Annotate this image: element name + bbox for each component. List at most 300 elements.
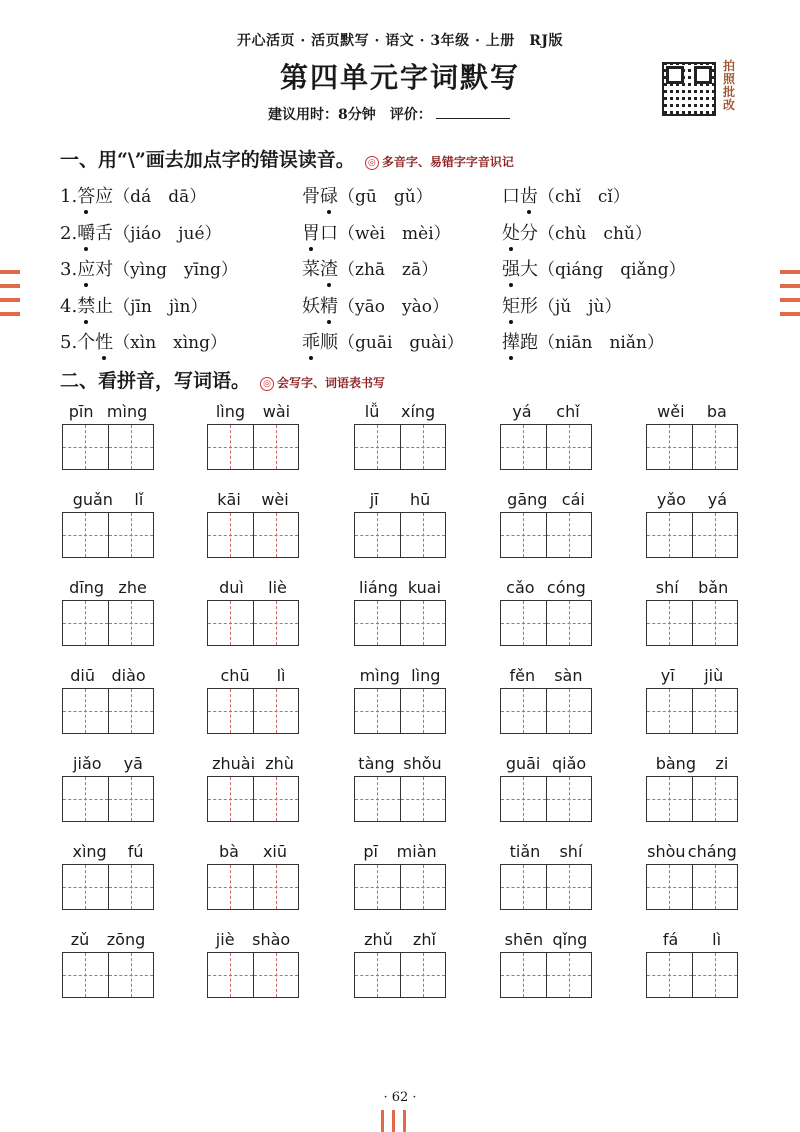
question-word (502, 219, 538, 245)
question-word (302, 219, 338, 245)
pinyin-options[interactable]: （chù chǔ） (538, 223, 652, 244)
question-item (60, 292, 208, 318)
pinyin-syllable: dīng (69, 578, 105, 597)
pinyin-label (354, 666, 446, 688)
writing-boxes (500, 952, 592, 998)
pinyin-syllable: mìng (106, 402, 148, 421)
question-number: 4. (60, 295, 78, 317)
pinyin-syllable: kāi (217, 490, 241, 509)
writing-box[interactable] (693, 513, 738, 557)
question-word-text: 强大 (502, 259, 538, 280)
question-word-text: 答应 (77, 186, 114, 207)
pinyin-options[interactable]: （dá dā） (113, 187, 207, 207)
pinyin-options[interactable]: （zhā zā） (338, 260, 439, 280)
section2-title (60, 366, 385, 393)
writing-box[interactable] (693, 865, 738, 909)
writing-box[interactable] (355, 601, 401, 645)
page-number: · 62 · (383, 1090, 417, 1105)
footer-decoration (381, 1110, 406, 1132)
pinyin-syllable: fěn (509, 666, 536, 685)
pinyin-syllable: chū (220, 666, 250, 685)
writing-box[interactable] (401, 513, 446, 557)
question-word-text: 矩形 (502, 295, 538, 317)
pinyin-syllable: duì (219, 578, 244, 597)
pinyin-label (207, 930, 299, 952)
writing-box[interactable] (401, 953, 446, 997)
writing-box[interactable] (547, 425, 592, 469)
writing-box[interactable] (109, 513, 154, 557)
question-item (502, 328, 664, 354)
evaluation-blank[interactable] (436, 104, 510, 119)
section1-heading: 一、用“\”画去加点字的错误读音。 (60, 149, 355, 171)
writing-item (354, 402, 446, 470)
pinyin-syllable: lìng (215, 402, 246, 421)
writing-boxes (646, 424, 738, 470)
pinyin-label (500, 754, 592, 776)
question-word (502, 182, 538, 208)
emphasis-dot (309, 356, 313, 360)
pinyin-syllable: cǎo (506, 578, 535, 597)
pinyin-options[interactable]: （jǔ jù） (538, 296, 622, 317)
question-item (302, 219, 451, 245)
pinyin-syllable: jiè (215, 930, 235, 949)
writing-boxes (500, 776, 592, 822)
pinyin-label (354, 402, 446, 424)
pinyin-syllable: hū (410, 490, 431, 509)
pinyin-options[interactable]: （xìn xìng） (113, 333, 228, 353)
target-icon: ◎ (260, 377, 274, 391)
writing-box[interactable] (547, 601, 592, 645)
header-series: 开心活页 · 活页默写 · 语文 · 3年级 · 上册 RJ版 (237, 33, 563, 49)
question-word (77, 328, 113, 354)
pinyin-label (62, 578, 154, 600)
writing-box[interactable] (547, 865, 592, 909)
pinyin-syllable: kuai (407, 578, 442, 597)
writing-box[interactable] (208, 513, 254, 557)
writing-item (646, 930, 738, 998)
writing-box[interactable] (355, 865, 401, 909)
pinyin-syllable: fú (127, 842, 144, 861)
pinyin-label (646, 666, 738, 688)
writing-box[interactable] (208, 953, 254, 997)
question-row (0, 255, 800, 287)
writing-box[interactable] (109, 425, 154, 469)
pinyin-syllable: liè (268, 578, 287, 597)
pinyin-syllable: shǒu (403, 754, 442, 773)
emphasis-dot (509, 247, 513, 251)
pinyin-syllable: diū (70, 666, 95, 685)
pinyin-syllable: bàng (655, 754, 696, 773)
pinyin-syllable: lì (712, 930, 722, 949)
pinyin-options[interactable]: （gū gǔ） (338, 187, 433, 207)
question-word-text: 乖顺 (302, 332, 338, 353)
writing-boxes (646, 952, 738, 998)
writing-item (500, 930, 592, 998)
pinyin-syllable: cháng (687, 842, 737, 861)
writing-item (207, 490, 299, 558)
pinyin-syllable: bà (218, 842, 239, 861)
writing-box[interactable] (254, 953, 299, 997)
writing-item (646, 402, 738, 470)
pinyin-syllable: zhe (118, 578, 147, 597)
emphasis-dot (327, 320, 331, 324)
question-word-text: 嚼舌 (77, 222, 114, 244)
writing-box[interactable] (501, 513, 547, 557)
section2-tag-text: 会写字、词语表书写 (277, 376, 386, 390)
pinyin-syllable: yǎo (656, 490, 686, 509)
pinyin-syllable: ba (706, 402, 727, 421)
emphasis-dot (527, 210, 531, 214)
writing-box[interactable] (693, 425, 738, 469)
pinyin-label (646, 490, 738, 512)
writing-boxes (207, 424, 299, 470)
writing-item (646, 490, 738, 558)
writing-boxes (62, 776, 154, 822)
writing-boxes (62, 424, 154, 470)
writing-box[interactable] (63, 953, 109, 997)
writing-boxes (500, 600, 592, 646)
writing-boxes (207, 864, 299, 910)
writing-item (354, 578, 446, 646)
question-item (302, 182, 433, 208)
pinyin-label (354, 578, 446, 600)
writing-box[interactable] (208, 425, 254, 469)
pinyin-options[interactable]: （yìng yīng） (113, 260, 238, 280)
page-title: 第四单元字词默写 (279, 61, 520, 94)
pinyin-label (500, 930, 592, 952)
writing-box[interactable] (547, 777, 592, 821)
writing-box[interactable] (647, 513, 693, 557)
writing-boxes (207, 600, 299, 646)
pinyin-syllable: zhuài (212, 754, 256, 773)
pinyin-syllable: tàng (358, 754, 395, 773)
question-item (502, 255, 686, 281)
pinyin-syllable: zǔ (70, 930, 90, 949)
writing-boxes (62, 600, 154, 646)
pinyin-label (207, 842, 299, 864)
writing-box[interactable] (401, 601, 446, 645)
writing-box[interactable] (208, 865, 254, 909)
question-word-text: 禁止 (77, 295, 114, 317)
pinyin-syllable: lìng (411, 666, 441, 685)
emphasis-dot (84, 320, 88, 324)
writing-box[interactable] (63, 777, 109, 821)
writing-boxes (500, 864, 592, 910)
question-word (502, 292, 538, 318)
writing-box[interactable] (109, 777, 154, 821)
question-number: 3. (60, 259, 78, 280)
writing-box[interactable] (647, 777, 693, 821)
writing-box[interactable] (401, 425, 446, 469)
question-word (77, 255, 113, 281)
writing-boxes (62, 688, 154, 734)
writing-boxes (646, 688, 738, 734)
writing-box[interactable] (355, 689, 401, 733)
writing-item (354, 754, 446, 822)
question-number: 2. (60, 222, 78, 244)
writing-boxes (207, 776, 299, 822)
writing-box[interactable] (501, 689, 547, 733)
pinyin-syllable: shí (559, 842, 583, 861)
pinyin-label (354, 490, 446, 512)
pinyin-label (500, 490, 592, 512)
writing-box[interactable] (109, 601, 154, 645)
pinyin-label (646, 402, 738, 424)
pinyin-syllable: tiǎn (509, 842, 541, 861)
pinyin-options[interactable]: （yāo yào） (338, 296, 449, 317)
pinyin-syllable: pīn (68, 402, 94, 421)
question-item (502, 219, 652, 245)
pinyin-label (62, 842, 154, 864)
question-item (502, 292, 621, 318)
writing-box[interactable] (63, 689, 109, 733)
section1-tag (365, 155, 514, 169)
pinyin-label (62, 490, 154, 512)
pinyin-syllable: qǐng (552, 930, 588, 949)
pinyin-syllable: jiù (704, 666, 724, 685)
pinyin-label (62, 930, 154, 952)
pinyin-syllable: qiǎo (551, 754, 587, 773)
pinyin-label (354, 754, 446, 776)
writing-box[interactable] (501, 601, 547, 645)
question-item (60, 182, 206, 208)
pinyin-label (207, 754, 299, 776)
writing-box[interactable] (254, 601, 299, 645)
question-item (302, 255, 438, 281)
writing-boxes (207, 952, 299, 998)
writing-box[interactable] (208, 601, 254, 645)
writing-box[interactable] (254, 777, 299, 821)
writing-box[interactable] (647, 953, 693, 997)
pinyin-syllable: zi (715, 754, 729, 773)
writing-box[interactable] (501, 425, 547, 469)
writing-boxes (354, 512, 446, 558)
writing-box[interactable] (401, 689, 446, 733)
writing-box[interactable] (647, 601, 693, 645)
pinyin-syllable: lì (276, 666, 286, 685)
pinyin-syllable: xìng (72, 842, 107, 861)
writing-item (62, 930, 154, 998)
pinyin-syllable: zhù (265, 754, 294, 773)
writing-box[interactable] (693, 601, 738, 645)
pinyin-options[interactable]: （jīn jìn） (113, 296, 208, 317)
writing-box[interactable] (254, 689, 299, 733)
writing-box[interactable] (501, 777, 547, 821)
writing-box[interactable] (547, 689, 592, 733)
time-label: 建议用时：8分钟 评价： (268, 107, 432, 123)
pinyin-options[interactable]: （chǐ cǐ） (538, 187, 630, 207)
pinyin-label (62, 402, 154, 424)
pinyin-syllable: wěi (657, 402, 685, 421)
pinyin-syllable: zhǐ (412, 930, 436, 949)
writing-boxes (646, 864, 738, 910)
writing-box[interactable] (647, 865, 693, 909)
emphasis-dot (84, 210, 88, 214)
writing-box[interactable] (401, 777, 446, 821)
pinyin-syllable: shí (655, 578, 679, 597)
writing-box[interactable] (109, 689, 154, 733)
writing-item (500, 490, 592, 558)
writing-box[interactable] (208, 777, 254, 821)
writing-item (646, 666, 738, 734)
qr-code[interactable] (662, 62, 716, 116)
time-and-evaluation (268, 104, 510, 124)
pinyin-options[interactable]: （guāi guài） (338, 333, 464, 353)
writing-box[interactable] (355, 953, 401, 997)
writing-box[interactable] (109, 953, 154, 997)
writing-box[interactable] (355, 425, 401, 469)
writing-item (354, 842, 446, 910)
question-word-text: 应对 (77, 259, 114, 280)
pinyin-syllable: yá (707, 490, 728, 509)
pinyin-syllable: shòu (647, 842, 686, 861)
writing-box[interactable] (355, 777, 401, 821)
writing-item (207, 666, 299, 734)
pinyin-label (207, 402, 299, 424)
pinyin-syllable: lǐ (134, 490, 144, 509)
pinyin-syllable: jiǎo (73, 754, 102, 773)
question-word (302, 255, 338, 281)
writing-boxes (354, 776, 446, 822)
writing-box[interactable] (501, 865, 547, 909)
question-word (302, 292, 338, 318)
writing-boxes (646, 776, 738, 822)
pinyin-syllable: jī (369, 490, 379, 509)
writing-boxes (354, 424, 446, 470)
writing-box[interactable] (693, 777, 738, 821)
pinyin-syllable: liáng (358, 578, 398, 597)
emphasis-dot (327, 210, 331, 214)
pinyin-options[interactable]: （niān niǎn） (538, 333, 664, 353)
writing-boxes (207, 688, 299, 734)
pinyin-syllable: miàn (396, 842, 437, 861)
pinyin-syllable: xíng (400, 402, 436, 421)
pinyin-options[interactable]: （wèi mèi） (338, 223, 451, 244)
writing-boxes (62, 512, 154, 558)
writing-box[interactable] (647, 689, 693, 733)
emphasis-dot (509, 356, 513, 360)
writing-item (62, 666, 154, 734)
pinyin-label (354, 930, 446, 952)
question-word-text: 口齿 (502, 186, 538, 207)
question-item (502, 182, 630, 208)
pinyin-syllable: mìng (359, 666, 400, 685)
writing-item (207, 930, 299, 998)
pinyin-syllable: xiū (262, 842, 287, 861)
writing-box[interactable] (693, 689, 738, 733)
emphasis-dot (327, 283, 331, 287)
question-number: 1. (60, 186, 78, 207)
writing-item (354, 930, 446, 998)
writing-box[interactable] (63, 513, 109, 557)
question-word (77, 182, 113, 208)
writing-boxes (62, 952, 154, 998)
writing-box[interactable] (547, 953, 592, 997)
pinyin-syllable: sàn (554, 666, 583, 685)
writing-item (646, 754, 738, 822)
pinyin-syllable: shēn (504, 930, 544, 949)
writing-item (207, 578, 299, 646)
question-word-text: 撵跑 (502, 332, 538, 353)
writing-box[interactable] (254, 425, 299, 469)
pinyin-label (646, 842, 738, 864)
writing-box[interactable] (501, 953, 547, 997)
question-word-text: 胃口 (302, 222, 338, 244)
question-word (502, 328, 538, 354)
writing-item (207, 754, 299, 822)
writing-boxes (354, 952, 446, 998)
question-item (60, 255, 238, 281)
writing-box[interactable] (547, 513, 592, 557)
pinyin-syllable: gāng (507, 490, 548, 509)
writing-box[interactable] (63, 601, 109, 645)
writing-boxes (646, 512, 738, 558)
question-item (302, 292, 449, 318)
question-word (77, 292, 113, 318)
question-word-text: 个性 (77, 332, 114, 353)
question-word-text: 菜渣 (302, 259, 338, 280)
writing-box[interactable] (109, 865, 154, 909)
right-decoration (780, 270, 800, 326)
writing-item (62, 490, 154, 558)
pinyin-syllable: shào (252, 930, 291, 949)
section2-heading: 二、看拼音，写词语。 (60, 370, 251, 392)
writing-item (354, 490, 446, 558)
pinyin-options[interactable]: （qiáng qiǎng） (538, 260, 686, 280)
writing-boxes (354, 688, 446, 734)
pinyin-syllable: pī (363, 842, 378, 861)
question-row (0, 328, 800, 360)
writing-boxes (62, 864, 154, 910)
question-word-text: 妖精 (302, 295, 338, 317)
writing-box[interactable] (254, 513, 299, 557)
pinyin-syllable: wèi (261, 490, 289, 509)
question-item (60, 328, 227, 354)
writing-item (500, 578, 592, 646)
question-item (302, 328, 464, 354)
pinyin-label (500, 842, 592, 864)
section1-title (60, 145, 514, 172)
section2-tag (260, 376, 385, 390)
writing-box[interactable] (63, 425, 109, 469)
writing-box[interactable] (647, 425, 693, 469)
writing-box[interactable] (693, 953, 738, 997)
question-row (0, 219, 800, 251)
emphasis-dot (309, 247, 313, 251)
writing-item (646, 842, 738, 910)
writing-box[interactable] (401, 865, 446, 909)
pinyin-label (500, 666, 592, 688)
pinyin-label (207, 666, 299, 688)
writing-box[interactable] (254, 865, 299, 909)
pinyin-syllable: chǐ (556, 402, 580, 421)
pinyin-syllable: bǎn (698, 578, 729, 597)
pinyin-syllable: zhǔ (364, 930, 393, 949)
pinyin-label (646, 930, 738, 952)
pinyin-syllable: yā (123, 754, 143, 773)
pinyin-syllable: cái (561, 490, 585, 509)
pinyin-options[interactable]: （jiáo jué） (113, 223, 222, 244)
writing-boxes (354, 600, 446, 646)
pinyin-label (207, 578, 299, 600)
writing-box[interactable] (355, 513, 401, 557)
writing-boxes (500, 512, 592, 558)
writing-boxes (354, 864, 446, 910)
writing-box[interactable] (63, 865, 109, 909)
writing-box[interactable] (208, 689, 254, 733)
section1-tag-text: 多音字、易错字字音识记 (381, 155, 514, 169)
writing-item (354, 666, 446, 734)
